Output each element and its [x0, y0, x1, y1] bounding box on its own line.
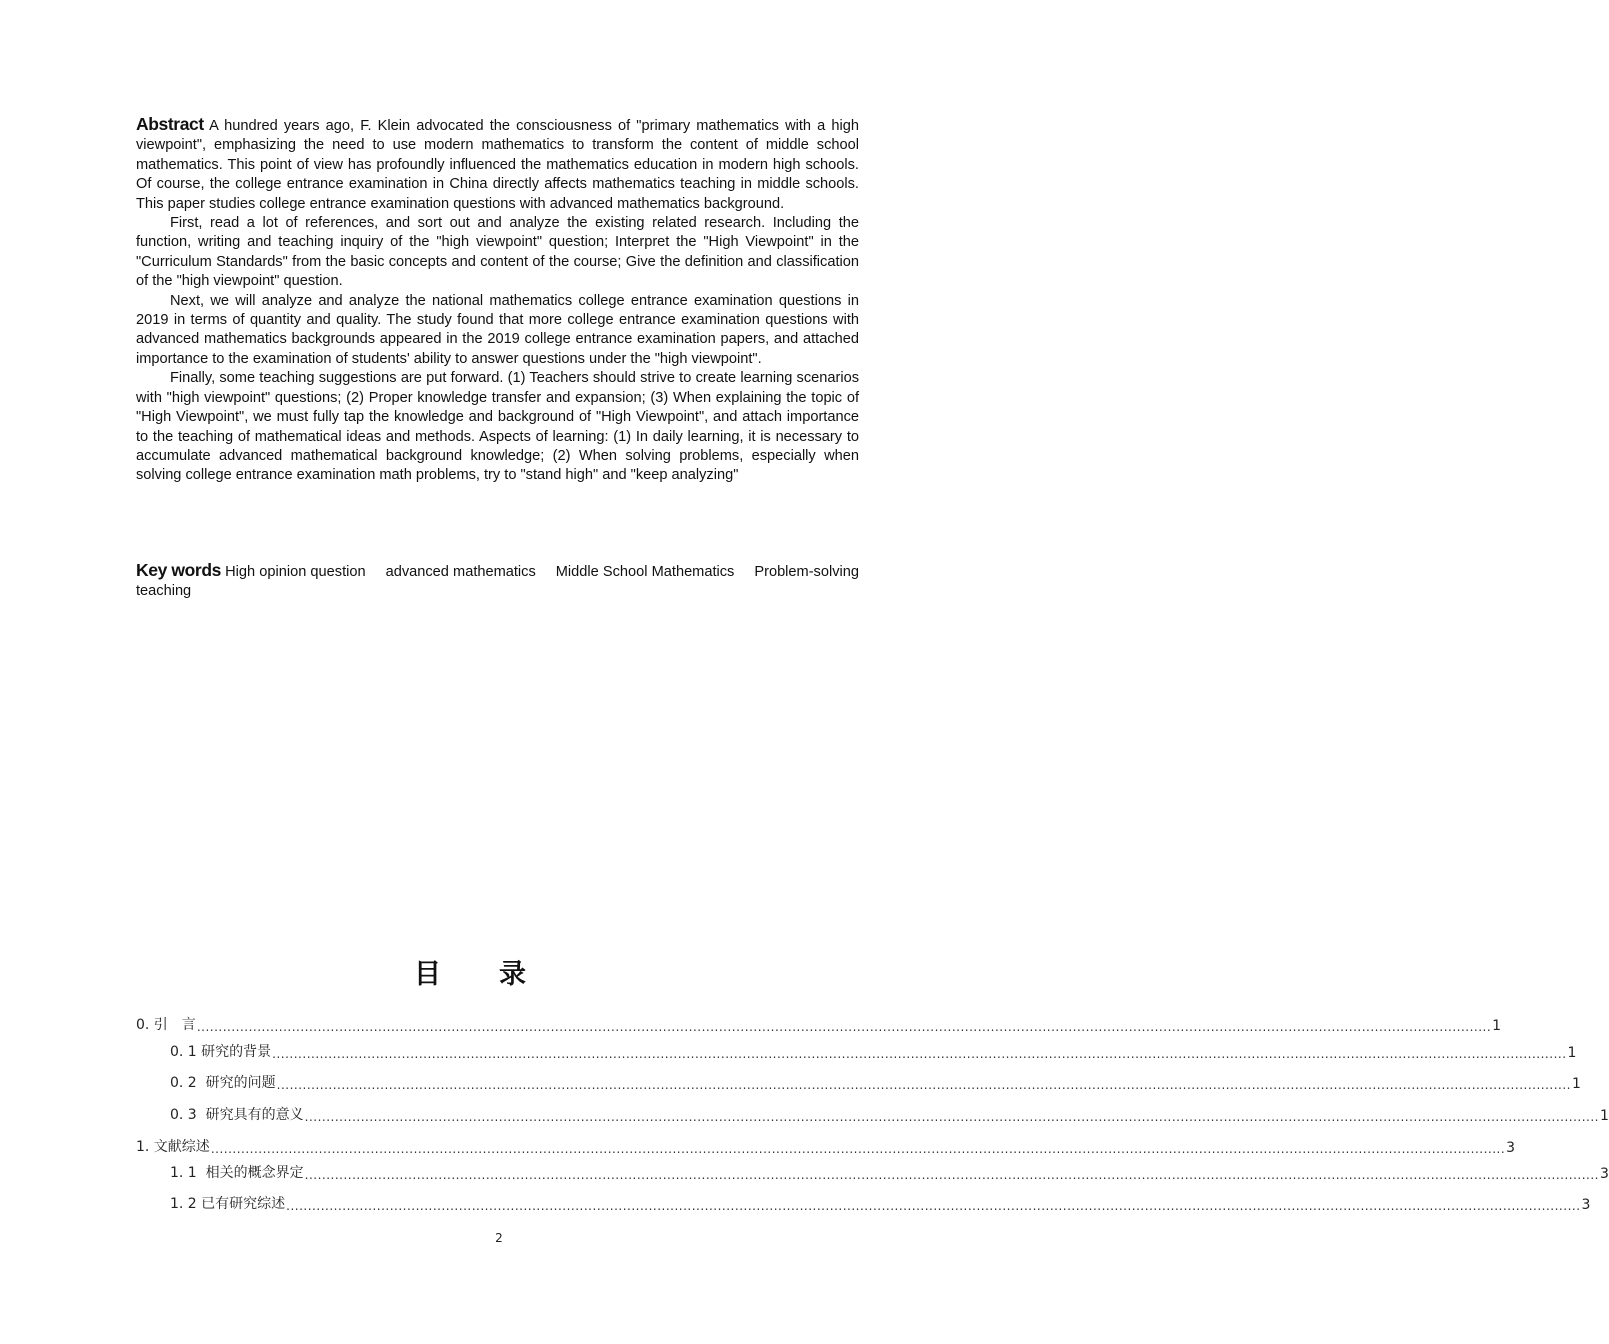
- toc-entry-page: 1: [1571, 1076, 1581, 1092]
- toc-entry[interactable]: [170, 1193, 1591, 1213]
- toc-entry-label: 0. 引 言: [136, 1017, 196, 1033]
- keyword-item: Middle School Mathematics: [555, 564, 735, 580]
- abstract-text-1: A hundred years ago, F. Klein advocated the consciousness of "primary mathematics with a high viewpoint", emphasizing the need to use modern mathematics to transform the content of middle school mathematics. This point of view has profoundly influenced the mathematics education in modern high schools. Of course, the college entrance examination in China directly affects mathematics teaching in middle schools. This paper studies college entrance examination questions with advanced mathematics background.: [136, 118, 859, 212]
- toc-entry-label: 1. 2 已有研究综述: [170, 1196, 286, 1212]
- page-number: 2: [495, 1231, 503, 1245]
- abstract-label: Abstract: [136, 114, 204, 134]
- toc-leader-dots: ............................................................................................................................................................................................................................................................................................................: [196, 1020, 1492, 1034]
- toc-entry-label: 0. 1 研究的背景: [170, 1044, 272, 1060]
- toc-leader-dots: ............................................................................................................................................................................................................................................................................................................: [210, 1142, 1506, 1156]
- abstract-paragraph-1: [136, 115, 859, 214]
- toc-entry-label: 1. 1 相关的概念界定: [170, 1165, 304, 1181]
- toc-leader-dots: ............................................................................................................................................................................................................................................................................................................: [286, 1199, 1581, 1213]
- toc-leader-dots: ............................................................................................................................................................................................................................................................................................................: [272, 1047, 1567, 1061]
- toc-entry-page: 3: [1599, 1166, 1609, 1182]
- toc-leader-dots: ............................................................................................................................................................................................................................................................................................................: [304, 1110, 1599, 1124]
- toc-leader-dots: ............................................................................................................................................................................................................................................................................................................: [276, 1078, 1571, 1092]
- keywords-paragraph: [136, 561, 859, 602]
- toc-entry[interactable]: [170, 1162, 1609, 1182]
- toc-entry[interactable]: [136, 1014, 1502, 1034]
- keywords-section: [136, 561, 859, 602]
- toc-entry-page: 1: [1567, 1045, 1577, 1061]
- toc-entry-page: 1: [1492, 1018, 1502, 1034]
- toc-entry[interactable]: [170, 1104, 1609, 1124]
- keyword-item: advanced mathematics: [385, 564, 536, 580]
- keyword-item: High opinion question: [225, 564, 366, 580]
- abstract-paragraph-3: Next, we will analyze and analyze the national mathematics college entrance examination questions in 2019 in terms of quantity and quality. The study found that more college entrance examination questions with advanced mathematics backgrounds appeared in the 2019 college entrance examination papers, and attached importance to the examination of students' ability to answer questions under the "high viewpoint".: [136, 292, 859, 367]
- toc-entry-page: 3: [1581, 1197, 1591, 1213]
- keyword-item: Problem-solving teaching: [136, 564, 859, 600]
- toc-entry[interactable]: [136, 1136, 1516, 1156]
- toc-title: 目录: [414, 959, 584, 990]
- toc-entry-page: 1: [1599, 1108, 1609, 1124]
- toc-entry-label: 1. 文献综述: [136, 1139, 210, 1155]
- keywords-label: Key words: [136, 560, 221, 580]
- toc-entry-label: 0. 2 研究的问题: [170, 1075, 276, 1091]
- toc-entry[interactable]: [170, 1072, 1581, 1092]
- abstract-section: [136, 115, 859, 486]
- abstract-paragraph-4: Finally, some teaching suggestions are put forward. (1) Teachers should strive to create learning scenarios with "high viewpoint" questions; (2) Proper knowledge transfer and expansion; (3) When explaining the topic of "High Viewpoint", we must fully tap the knowledge and background of "High Viewpoint", and attach importance to the teaching of mathematical ideas and methods. Aspects of learning: (1) In daily learning, it is necessary to accumulate advanced mathematical background knowledge; (2) When solving problems, especially when solving college entrance examination math problems, try to "stand high" and "keep analyzing": [136, 370, 859, 484]
- toc-leader-dots: ............................................................................................................................................................................................................................................................................................................: [304, 1168, 1599, 1182]
- toc-entry[interactable]: [170, 1041, 1577, 1061]
- toc-entry-label: 0. 3 研究具有的意义: [170, 1107, 304, 1123]
- toc-entry-page: 3: [1506, 1140, 1516, 1156]
- abstract-paragraph-2: First, read a lot of references, and sort out and analyze the existing related research. Including the function, writing and teaching inquiry of the "high viewpoint" question; Interpret the "High Viewpoint" in the "Curriculum Standards" from the basic concepts and content of the course; Give the definition and classification of the "high viewpoint" question.: [136, 215, 859, 290]
